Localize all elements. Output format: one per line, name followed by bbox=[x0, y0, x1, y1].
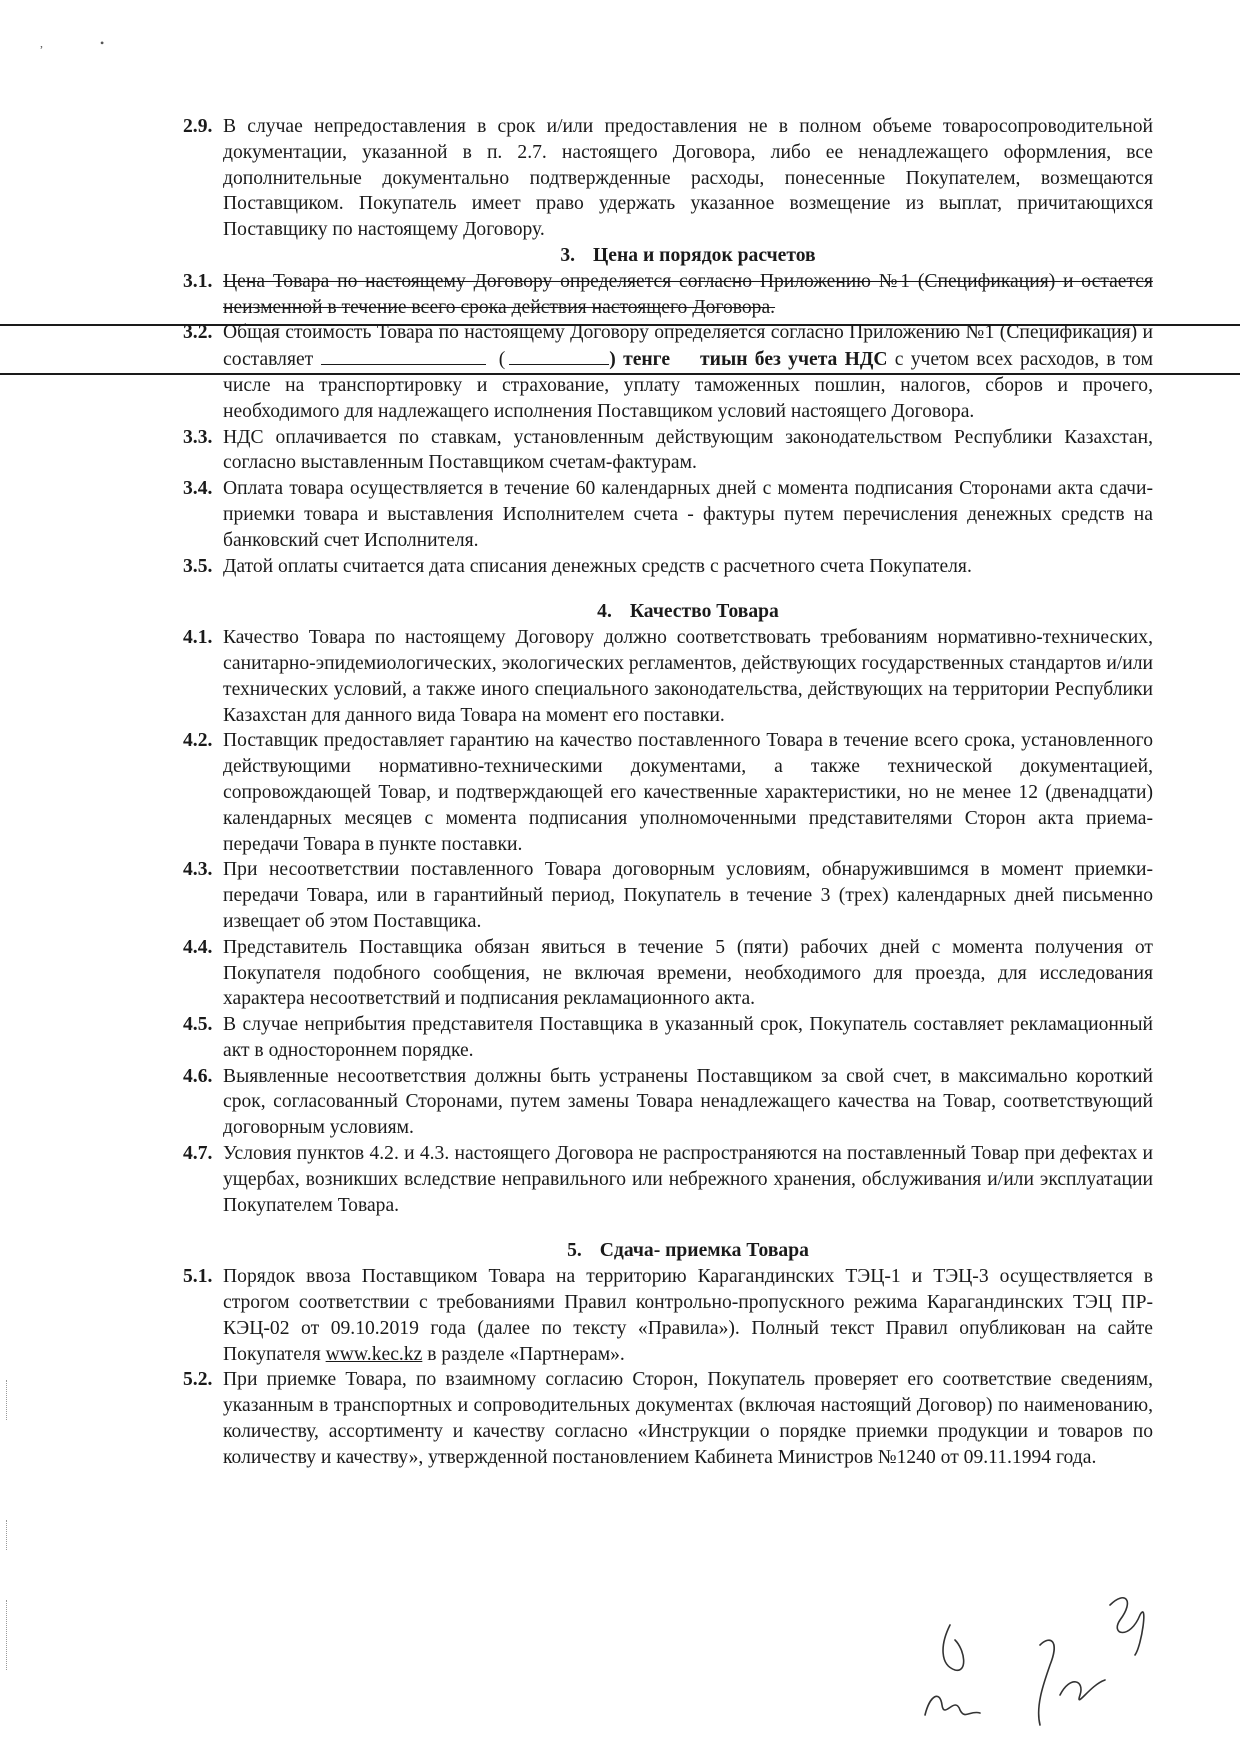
tenge-label: ) тенге bbox=[609, 349, 671, 371]
section-title: Цена и порядок расчетов bbox=[593, 244, 816, 266]
clause-4-4 bbox=[183, 935, 1153, 1012]
clause-2-9 bbox=[183, 114, 1153, 243]
website-link[interactable]: www.kec.kz bbox=[325, 1343, 423, 1365]
clause-text: В случае непредоставления в срок и/или предоставления не в полном объеме товаросопроводительной документации, указанной в п. 2.7. настоящего Договора, либо ее ненадлежащего оформления, все дополнительные документально подтвержденные расходы, понесенные Покупателем, возмещаются Поставщиком. Покупатель имеет право удержать указанное возмещение из выплат, причитающихся Поставщику по настоящему Договору. bbox=[223, 116, 1153, 241]
section-number: 3. bbox=[560, 244, 576, 266]
clause-text: Датой оплаты считается дата списания денежных средств с расчетного счета Покупателя. bbox=[223, 555, 972, 577]
clause-text: Представитель Поставщика обязан явиться в течение 5 (пяти) рабочих дней с момента получения от Покупателя подобного сообщения, не включая времени, необходимого для проезда, для исследования характера несоответствий и подписания рекламационного акта. bbox=[223, 936, 1153, 1010]
clause-text-part: с учетом всех расходов, в том числе на транспортировку и страхование, уплату таможенных пошлин, налогов, сборов и прочего, необходимого для надлежащего исполнения Поставщиком условий настоящего Договора. bbox=[223, 349, 1154, 422]
section-heading-4 bbox=[183, 599, 1153, 625]
clause-text: Поставщик предоставляет гарантию на качество поставленного Товара в течение всего срока, установленного действующими нормативно-техническими документами, а также технической документацией, сопровождающей Товар, и подтверждающей его качественные характеристики, но не менее 12 (двенадцати) календарных месяцев с момента подписания уполномоченными представителями Сторон акта приема-передачи Товара в пункте поставки. bbox=[223, 730, 1153, 855]
section-title: Сдача- приемка Товара bbox=[599, 1240, 809, 1262]
clause-number: 4.2. bbox=[183, 730, 213, 752]
clause-number: 4.6. bbox=[183, 1065, 213, 1087]
clause-text: При несоответствии поставленного Товара договорным условиям, обнаружившимся в момент приемки-передачи Товара, или в гарантийный период, Покупатель в течение 3 (трех) календарных дней письменно извещает об этом Поставщика. bbox=[223, 859, 1153, 932]
clause-4-5 bbox=[183, 1012, 1153, 1064]
clause-number: 3.1. bbox=[183, 270, 213, 292]
clause-number: 3.3. bbox=[183, 426, 213, 448]
clause-text: Выявленные несоответствия должны быть устранены Поставщиком за свой счет, в максимально короткий срок, согласованный Сторонами, путем замены Товара ненадлежащего качества на Товар, соответствующий договорным условиям. bbox=[223, 1065, 1153, 1139]
clause-number: 3.4. bbox=[183, 478, 213, 500]
scan-margin-mark bbox=[6, 1520, 13, 1550]
clause-text: При приемке Товара, по взаимному согласию Сторон, Покупатель проверяет его соответствие сведениям, указанным в транспортных и сопроводительных документах (включая настоящий Договор) по наименованию, количеству, ассортименту и качеству согласно «Инструкции о порядке приемки продукции и товаров по количеству и качеству», утвержденной постановлением Кабинета Министров №1240 от 09.11.1994 года. bbox=[223, 1369, 1153, 1468]
clause-number: 2.9. bbox=[183, 116, 213, 137]
clause-text: Оплата товара осуществляется в течение 60 календарных дней с момента подписания Сторонами акта сдачи-приемки товара и выставления Исполнителем счета - фактуры путем перечисления денежных средств на банковский счет Исполнителя. bbox=[223, 478, 1153, 551]
clause-5-1 bbox=[183, 1264, 1153, 1367]
clause-number: 3.5. bbox=[183, 555, 213, 577]
clause-4-3 bbox=[183, 857, 1153, 934]
tiyn-label: тиын без учета НДС bbox=[700, 349, 888, 371]
clause-4-7 bbox=[183, 1141, 1153, 1218]
clause-3-5 bbox=[183, 554, 1153, 580]
scan-margin-mark bbox=[6, 1600, 13, 1670]
signature-stroke bbox=[943, 1625, 964, 1670]
clause-3-3 bbox=[183, 425, 1153, 477]
section-number: 4. bbox=[597, 601, 612, 623]
clause-number: 4.1. bbox=[183, 627, 213, 649]
section-heading-3 bbox=[183, 243, 1153, 269]
clause-3-4 bbox=[183, 476, 1153, 553]
clause-text: Условия пунктов 4.2. и 4.3. настоящего Договора не распространяются на поставленный Товар при дефектах и ущербах, возникших вследствие неправильного или небрежного хранения, обслуживания и/или эксплуатации Покупателем Товара. bbox=[223, 1143, 1153, 1216]
clause-number: 4.7. bbox=[183, 1143, 213, 1165]
handwritten-signatures bbox=[910, 1585, 1170, 1735]
clause-text bbox=[223, 1264, 1153, 1367]
clause-number: 5.1. bbox=[183, 1266, 213, 1288]
clause-text bbox=[223, 320, 1153, 424]
clause-text-part: в разделе «Партнерам». bbox=[427, 1343, 625, 1365]
clause-text: НДС оплачивается по ставкам, установленным действующим законодательством Республики Казахстан, согласно выставленным Поставщиком счетам-фактурам. bbox=[223, 426, 1153, 474]
clause-number: 4.4. bbox=[183, 936, 213, 958]
clause-text-part: Порядок ввоза Поставщиком Товара на территорию Карагандинских ТЭЦ-1 и ТЭЦ-3 осуществляется в строгом соответствии с требованиями Правил контрольно-пропускного режима Карагандинских ТЭЦ ПР-КЭЦ-02 от 09.10.2019 года (далее по тексту «Правила»). Полный текст Правил опубликован на сайте Покупателя bbox=[223, 1266, 1153, 1365]
clause-4-2 bbox=[183, 728, 1153, 857]
section-title: Качество Товара bbox=[629, 601, 779, 623]
section-number: 5. bbox=[567, 1240, 582, 1262]
clause-number: 4.3. bbox=[183, 859, 213, 881]
document-page bbox=[183, 114, 1153, 1471]
clause-3-2 bbox=[183, 320, 1153, 424]
scan-margin-mark bbox=[6, 1380, 13, 1420]
clause-text: Цена Товара по настоящему Договору определяется согласно Приложению №1 (Спецификация) и остается неизменной в течение всего срока действия настоящего Договора. bbox=[223, 270, 1153, 318]
signature-stroke bbox=[1060, 1680, 1105, 1700]
amount-words-blank bbox=[509, 346, 609, 365]
clause-text: Качество Товара по настоящему Договору должно соответствовать требованиям нормативно-технических, санитарно-эпидемиологических, экологических регламентов, действующих государственных стандартов и/или технических условий, а также иного специального законодательства, действующих на территории Республики Казахстан для данного вида Товара на момент его поставки. bbox=[223, 627, 1153, 726]
clause-4-6 bbox=[183, 1064, 1153, 1141]
clause-5-2 bbox=[183, 1367, 1153, 1470]
signature-stroke bbox=[925, 1696, 980, 1715]
clause-text: В случае неприбытия представителя Поставщика в указанный срок, Покупатель составляет рекламационный акт в одностороннем порядке. bbox=[223, 1014, 1153, 1061]
paren-open: ( bbox=[498, 349, 506, 371]
clause-text-part: Общая стоимость Товара по настоящему Договору определяется согласно Приложению №1 (Спецификация) и составляет bbox=[223, 322, 1153, 371]
clause-number: 3.2. bbox=[183, 322, 213, 344]
clause-number: 5.2. bbox=[183, 1369, 213, 1391]
section-heading-5 bbox=[183, 1238, 1153, 1264]
clause-number: 4.5. bbox=[183, 1014, 213, 1036]
clause-3-1 bbox=[183, 269, 1153, 321]
scan-specks: , • bbox=[40, 36, 105, 50]
clause-4-1 bbox=[183, 625, 1153, 728]
signature-stroke bbox=[1039, 1640, 1055, 1725]
amount-blank bbox=[321, 346, 486, 365]
signature-stroke bbox=[1110, 1598, 1144, 1655]
